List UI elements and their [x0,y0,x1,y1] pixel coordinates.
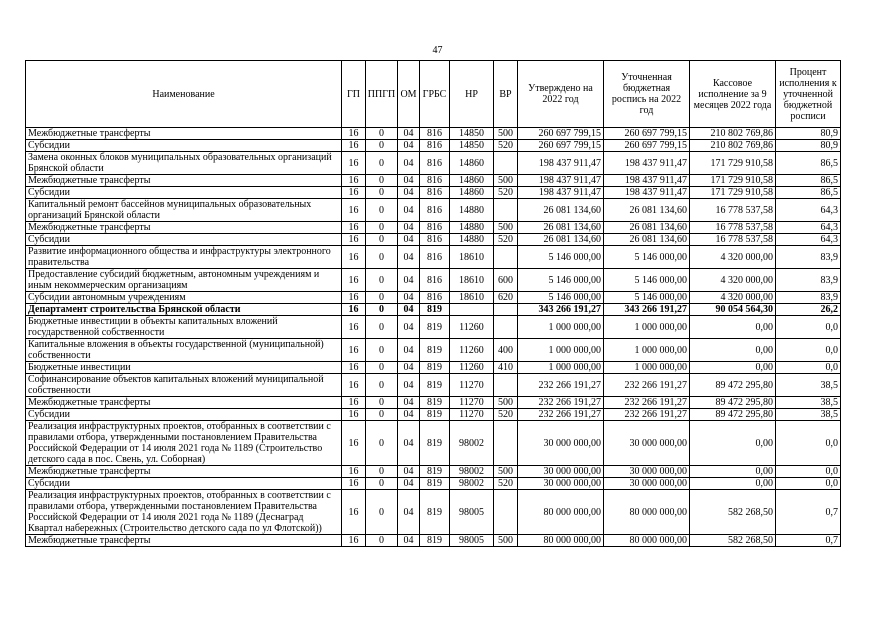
cell-gp: 16 [342,478,366,490]
header-approved: Утверждено на 2022 год [518,61,604,128]
cell-cash: 89 472 295,80 [690,397,776,409]
cell-om: 04 [398,140,420,152]
cell-om: 04 [398,152,420,175]
cell-refined: 1 000 000,00 [604,362,690,374]
cell-percent: 64,3 [776,222,841,234]
cell-percent: 38,5 [776,397,841,409]
cell-cash: 0,00 [690,339,776,362]
cell-grbs: 816 [420,187,450,199]
cell-np: 18610 [450,292,494,304]
cell-cash: 16 778 537,58 [690,199,776,222]
cell-percent: 86,5 [776,175,841,187]
cell-approved: 1 000 000,00 [518,362,604,374]
cell-om: 04 [398,128,420,140]
cell-np: 98002 [450,478,494,490]
cell-pgp: 0 [366,316,398,339]
cell-pgp: 0 [366,339,398,362]
cell-name: Субсидии [26,187,342,199]
cell-pgp: 0 [366,397,398,409]
cell-gp: 16 [342,466,366,478]
cell-vr [494,421,518,466]
cell-grbs: 819 [420,490,450,535]
cell-approved: 30 000 000,00 [518,478,604,490]
cell-cash: 0,00 [690,362,776,374]
cell-np: 18610 [450,269,494,292]
cell-pgp: 0 [366,535,398,547]
cell-percent: 0,0 [776,466,841,478]
cell-name: Субсидии [26,478,342,490]
cell-approved: 80 000 000,00 [518,490,604,535]
cell-gp: 16 [342,269,366,292]
cell-name: Предоставление субсидий бюджетным, автономным учреждениям и иным некоммерческим организациям [26,269,342,292]
cell-name: Межбюджетные трансферты [26,397,342,409]
cell-approved: 198 437 911,47 [518,152,604,175]
cell-grbs: 816 [420,175,450,187]
cell-om: 04 [398,199,420,222]
cell-gp: 16 [342,304,366,316]
cell-refined: 80 000 000,00 [604,535,690,547]
cell-approved: 260 697 799,15 [518,140,604,152]
cell-name: Реализация инфраструктурных проектов, отобранных в соответствии с правилами отбора, утвержденными постановлением Правительства Российской Федерации от 14 июля 2021 года № 1189 (Деснаград Квартал набережных (Строительство детского сада по ул Флотской)) [26,490,342,535]
cell-om: 04 [398,362,420,374]
table-row [26,140,841,152]
cell-np: 11270 [450,397,494,409]
cell-name: Бюджетные инвестиции в объекты капитальных вложений государственной собственности [26,316,342,339]
cell-approved: 5 146 000,00 [518,269,604,292]
cell-refined: 232 266 191,27 [604,397,690,409]
cell-refined: 30 000 000,00 [604,478,690,490]
table-row [26,234,841,246]
cell-approved: 26 081 134,60 [518,199,604,222]
cell-cash: 0,00 [690,466,776,478]
cell-om: 04 [398,535,420,547]
cell-refined: 26 081 134,60 [604,234,690,246]
cell-gp: 16 [342,187,366,199]
cell-vr [494,490,518,535]
cell-cash: 0,00 [690,421,776,466]
cell-gp: 16 [342,140,366,152]
cell-cash: 210 802 769,86 [690,128,776,140]
cell-gp: 16 [342,339,366,362]
table-row [26,304,841,316]
cell-gp: 16 [342,199,366,222]
cell-refined: 26 081 134,60 [604,199,690,222]
cell-pgp: 0 [366,199,398,222]
table-row [26,535,841,547]
table-row [26,187,841,199]
cell-approved: 5 146 000,00 [518,292,604,304]
cell-approved: 5 146 000,00 [518,246,604,269]
cell-approved: 260 697 799,15 [518,128,604,140]
header-name: Наименование [26,61,342,128]
cell-grbs: 819 [420,397,450,409]
cell-percent: 80,9 [776,128,841,140]
cell-vr: 500 [494,535,518,547]
cell-grbs: 819 [420,478,450,490]
cell-gp: 16 [342,362,366,374]
header-refined: Уточненная бюджетная роспись на 2022 год [604,61,690,128]
cell-np: 18610 [450,246,494,269]
cell-om: 04 [398,490,420,535]
cell-om: 04 [398,234,420,246]
table-row [26,466,841,478]
cell-pgp: 0 [366,409,398,421]
table-row [26,478,841,490]
cell-refined: 260 697 799,15 [604,140,690,152]
cell-grbs: 819 [420,421,450,466]
cell-om: 04 [398,397,420,409]
header-pgp: ППГП [366,61,398,128]
cell-grbs: 816 [420,222,450,234]
cell-name: Межбюджетные трансферты [26,175,342,187]
cell-approved: 26 081 134,60 [518,222,604,234]
cell-np: 98002 [450,466,494,478]
cell-percent: 83,9 [776,292,841,304]
cell-refined: 30 000 000,00 [604,466,690,478]
cell-np: 98002 [450,421,494,466]
cell-grbs: 816 [420,269,450,292]
cell-cash: 210 802 769,86 [690,140,776,152]
cell-name: Замена оконных блоков муниципальных образовательных организаций Брянской области [26,152,342,175]
cell-refined: 232 266 191,27 [604,409,690,421]
cell-pgp: 0 [366,152,398,175]
cell-percent: 0,0 [776,362,841,374]
cell-grbs: 816 [420,128,450,140]
cell-gp: 16 [342,316,366,339]
cell-percent: 64,3 [776,199,841,222]
cell-name: Бюджетные инвестиции [26,362,342,374]
cell-name: Субсидии [26,409,342,421]
table-body [26,128,841,547]
cell-gp: 16 [342,490,366,535]
cell-percent: 83,9 [776,269,841,292]
cell-cash: 582 268,50 [690,535,776,547]
cell-name: Реализация инфраструктурных проектов, отобранных в соответствии с правилами отбора, утвержденными постановлением Правительства Российской Федерации от 14 июля 2021 года № 1189 (Строительство детского сада в пос. Свень, ул. Соборная) [26,421,342,466]
cell-np: 14880 [450,222,494,234]
cell-refined: 198 437 911,47 [604,152,690,175]
table-row [26,397,841,409]
cell-vr: 600 [494,269,518,292]
cell-cash: 0,00 [690,316,776,339]
cell-grbs: 819 [420,339,450,362]
header-np: НР [450,61,494,128]
table-row [26,362,841,374]
table-row [26,199,841,222]
cell-om: 04 [398,421,420,466]
cell-cash: 4 320 000,00 [690,246,776,269]
cell-om: 04 [398,187,420,199]
cell-np: 14860 [450,152,494,175]
cell-vr [494,246,518,269]
cell-name: Софинансирование объектов капитальных вложений муниципальной собственности [26,374,342,397]
cell-gp: 16 [342,128,366,140]
cell-pgp: 0 [366,246,398,269]
cell-gp: 16 [342,409,366,421]
cell-name: Субсидии [26,140,342,152]
cell-grbs: 816 [420,152,450,175]
cell-cash: 582 268,50 [690,490,776,535]
cell-pgp: 0 [366,304,398,316]
cell-cash: 90 054 564,30 [690,304,776,316]
cell-refined: 343 266 191,27 [604,304,690,316]
cell-percent: 26,2 [776,304,841,316]
cell-om: 04 [398,246,420,269]
cell-gp: 16 [342,246,366,269]
cell-pgp: 0 [366,374,398,397]
cell-percent: 0,7 [776,535,841,547]
cell-pgp: 0 [366,421,398,466]
cell-np: 11260 [450,339,494,362]
cell-gp: 16 [342,535,366,547]
table-row [26,490,841,535]
cell-vr: 520 [494,409,518,421]
cell-np: 98005 [450,490,494,535]
cell-gp: 16 [342,292,366,304]
cell-np: 11260 [450,316,494,339]
cell-refined: 1 000 000,00 [604,316,690,339]
cell-om: 04 [398,292,420,304]
cell-vr: 500 [494,128,518,140]
cell-vr: 520 [494,187,518,199]
cell-om: 04 [398,339,420,362]
cell-om: 04 [398,175,420,187]
cell-np: 14860 [450,187,494,199]
cell-grbs: 819 [420,362,450,374]
cell-cash: 171 729 910,58 [690,152,776,175]
table-row [26,409,841,421]
cell-grbs: 816 [420,292,450,304]
cell-pgp: 0 [366,478,398,490]
cell-percent: 83,9 [776,246,841,269]
cell-pgp: 0 [366,362,398,374]
cell-percent: 86,5 [776,152,841,175]
cell-cash: 4 320 000,00 [690,269,776,292]
cell-grbs: 816 [420,140,450,152]
cell-gp: 16 [342,175,366,187]
cell-np: 14850 [450,128,494,140]
page-number: 47 [432,45,443,56]
cell-vr: 520 [494,478,518,490]
cell-grbs: 819 [420,304,450,316]
cell-np: 98005 [450,535,494,547]
cell-percent: 38,5 [776,374,841,397]
cell-cash: 16 778 537,58 [690,222,776,234]
cell-vr: 400 [494,339,518,362]
cell-cash: 0,00 [690,478,776,490]
cell-pgp: 0 [366,128,398,140]
cell-om: 04 [398,316,420,339]
cell-gp: 16 [342,421,366,466]
cell-refined: 1 000 000,00 [604,339,690,362]
cell-grbs: 819 [420,374,450,397]
cell-vr: 500 [494,397,518,409]
cell-vr: 500 [494,466,518,478]
cell-refined: 198 437 911,47 [604,187,690,199]
cell-approved: 232 266 191,27 [518,374,604,397]
cell-percent: 0,0 [776,339,841,362]
cell-approved: 198 437 911,47 [518,175,604,187]
cell-om: 04 [398,222,420,234]
cell-pgp: 0 [366,187,398,199]
cell-name: Департамент строительства Брянской области [26,304,342,316]
cell-percent: 64,3 [776,234,841,246]
cell-refined: 232 266 191,27 [604,374,690,397]
cell-approved: 26 081 134,60 [518,234,604,246]
cell-vr [494,374,518,397]
cell-refined: 30 000 000,00 [604,421,690,466]
cell-om: 04 [398,466,420,478]
cell-om: 04 [398,409,420,421]
cell-vr: 520 [494,140,518,152]
table-row [26,374,841,397]
cell-cash: 16 778 537,58 [690,234,776,246]
cell-pgp: 0 [366,140,398,152]
cell-approved: 80 000 000,00 [518,535,604,547]
cell-approved: 232 266 191,27 [518,397,604,409]
cell-cash: 89 472 295,80 [690,374,776,397]
cell-percent: 0,0 [776,478,841,490]
cell-percent: 0,7 [776,490,841,535]
table-row [26,175,841,187]
cell-np: 11270 [450,374,494,397]
cell-np: 14850 [450,140,494,152]
cell-grbs: 819 [420,409,450,421]
cell-percent: 86,5 [776,187,841,199]
table-header-row [26,61,841,128]
table-row [26,128,841,140]
cell-np: 11270 [450,409,494,421]
cell-approved: 1 000 000,00 [518,339,604,362]
cell-pgp: 0 [366,466,398,478]
table-row [26,421,841,466]
cell-refined: 80 000 000,00 [604,490,690,535]
table-row [26,246,841,269]
cell-pgp: 0 [366,490,398,535]
cell-om: 04 [398,478,420,490]
cell-pgp: 0 [366,175,398,187]
cell-percent: 0,0 [776,316,841,339]
cell-approved: 30 000 000,00 [518,466,604,478]
cell-pgp: 0 [366,269,398,292]
table-row [26,222,841,234]
cell-refined: 260 697 799,15 [604,128,690,140]
cell-np: 14880 [450,234,494,246]
cell-grbs: 819 [420,535,450,547]
cell-pgp: 0 [366,222,398,234]
cell-name: Капитальные вложения в объекты государственной (муниципальной) собственности [26,339,342,362]
cell-grbs: 816 [420,234,450,246]
cell-cash: 89 472 295,80 [690,409,776,421]
cell-approved: 198 437 911,47 [518,187,604,199]
cell-percent: 80,9 [776,140,841,152]
cell-grbs: 816 [420,199,450,222]
cell-gp: 16 [342,234,366,246]
cell-gp: 16 [342,222,366,234]
cell-vr: 620 [494,292,518,304]
cell-np: 11260 [450,362,494,374]
cell-refined: 26 081 134,60 [604,222,690,234]
header-om: ОМ [398,61,420,128]
cell-name: Развитие информационного общества и инфраструктуры электронного правительства [26,246,342,269]
cell-vr: 520 [494,234,518,246]
cell-gp: 16 [342,397,366,409]
cell-om: 04 [398,269,420,292]
table-row [26,316,841,339]
cell-cash: 171 729 910,58 [690,175,776,187]
cell-refined: 5 146 000,00 [604,269,690,292]
cell-om: 04 [398,304,420,316]
table-row [26,292,841,304]
cell-percent: 38,5 [776,409,841,421]
cell-grbs: 819 [420,316,450,339]
cell-name: Межбюджетные трансферты [26,222,342,234]
cell-np: 14880 [450,199,494,222]
cell-percent: 0,0 [776,421,841,466]
cell-vr: 500 [494,175,518,187]
budget-execution-table [25,60,841,547]
cell-gp: 16 [342,152,366,175]
cell-grbs: 819 [420,466,450,478]
cell-grbs: 816 [420,246,450,269]
header-grbs: ГРБС [420,61,450,128]
cell-approved: 1 000 000,00 [518,316,604,339]
header-cash: Кассовое исполнение за 9 месяцев 2022 года [690,61,776,128]
cell-pgp: 0 [366,234,398,246]
table-row [26,339,841,362]
cell-vr: 500 [494,222,518,234]
cell-approved: 343 266 191,27 [518,304,604,316]
header-vr: ВР [494,61,518,128]
cell-cash: 4 320 000,00 [690,292,776,304]
header-gp: ГП [342,61,366,128]
cell-refined: 5 146 000,00 [604,292,690,304]
cell-name: Субсидии автономным учреждениям [26,292,342,304]
cell-approved: 30 000 000,00 [518,421,604,466]
cell-cash: 171 729 910,58 [690,187,776,199]
cell-vr: 410 [494,362,518,374]
cell-refined: 198 437 911,47 [604,175,690,187]
cell-pgp: 0 [366,292,398,304]
cell-gp: 16 [342,374,366,397]
cell-vr [494,304,518,316]
cell-om: 04 [398,374,420,397]
cell-np: 14860 [450,175,494,187]
table-row [26,269,841,292]
cell-vr [494,199,518,222]
cell-name: Межбюджетные трансферты [26,466,342,478]
cell-np [450,304,494,316]
header-percent: Процент исполнения к уточненной бюджетной росписи [776,61,841,128]
cell-refined: 5 146 000,00 [604,246,690,269]
cell-name: Межбюджетные трансферты [26,535,342,547]
cell-approved: 232 266 191,27 [518,409,604,421]
cell-name: Капитальный ремонт бассейнов муниципальных образовательных организаций Брянской области [26,199,342,222]
cell-vr [494,316,518,339]
cell-name: Субсидии [26,234,342,246]
cell-name: Межбюджетные трансферты [26,128,342,140]
table-row [26,152,841,175]
cell-vr [494,152,518,175]
